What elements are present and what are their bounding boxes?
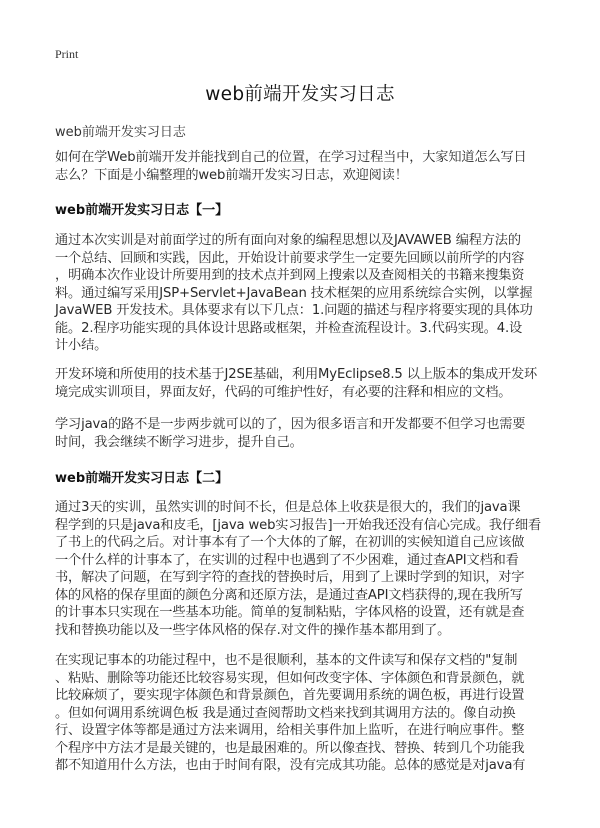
text-line: 个程序中方法才是最关键的，也是最困难的。所以像查找、替换、转到几个功能我 (55, 740, 525, 756)
text-line: 、粘贴、删除等功能还比较容易实现，但如何改变字体、字体颜色和背景颜色，就 (55, 670, 525, 686)
text-line: 能。2.程序功能实现的具体设计思路或框架，并检查流程设计。3.代码实现。4.设 (55, 320, 523, 336)
text-line: 料。通过编写采用JSP+Servlet+JavaBean 技术框架的应用系统综合实例，以掌握 (55, 285, 533, 301)
text-line: 学习java的路不是一步两步就可以的了，因为很多语言和开发都要不但学习也需要 (55, 417, 526, 432)
text-line: 。但如何调用系统调色板 我是通过查阅帮助文档来找到其调用方法的。像自动换 (55, 705, 516, 721)
print-label[interactable]: Print (55, 47, 79, 61)
document-title: web前端开发实习日志 (205, 84, 395, 105)
text-line: 书，解决了问题，在写到字符的查找的替换时后，用到了上课时学到的知识，对字 (55, 570, 525, 585)
text-line: 一个什么样的计事本了，在实训的过程中也遇到了不少困难，通过查API文档和看 (55, 552, 519, 568)
section-2-paragraph-1 (55, 499, 555, 639)
text-line: 境完成实训项目，界面友好，代码的可维护性好，有必要的注释和相应的文档。 (55, 384, 512, 400)
text-line: 的计事本只实现在一些基本功能。简单的复制粘贴，字体风格的设置，还有就是查 (55, 605, 525, 620)
text-line: 志么？下面是小编整理的web前端开发实习日志，欢迎阅读！ (55, 167, 408, 183)
text-line: 通过3天的实训，虽然实训的时间不长，但是总体上收获是很大的，我们的java课 (55, 500, 521, 515)
intro-paragraph (55, 149, 555, 184)
text-line: JavaWEB 开发技术。具体要求有以下几点：1.问题的描述与程序将要实现的具体功 (55, 303, 533, 318)
section-1-paragraph-2 (55, 366, 555, 401)
text-line: 通过本次实训是对前面学过的所有面向对象的编程思想以及JAVAWEB 编程方法的 (55, 233, 521, 248)
text-line: 了书上的代码之后。对计事本有了一个大体的了解，在初训的实候知道自己应该做 (55, 535, 525, 550)
section-1-paragraph-3 (55, 416, 555, 451)
document-subtitle: web前端开发实习日志 (55, 125, 186, 140)
text-line: 行、设置字体等都是通过方法来调用，给相关事件加上监听，在进行响应事件。整 (55, 723, 525, 738)
text-line: 比较麻烦了，要实现字体颜色和背景颜色，首先要调用系统的调色板，再进行设置 (55, 688, 525, 703)
text-line: 如何在学Web前端开发并能找到自己的位置，在学习过程当中，大家知道怎么写日 (55, 150, 527, 165)
section-2-paragraph-2 (55, 652, 555, 775)
text-line: 程学到的只是java和皮毛，[java web实习报告]一开始我还没有信心完成。我仔细看 (55, 517, 542, 533)
text-line: 时间，我会继续不断学习进步，提升自己。 (55, 434, 303, 450)
section-1-paragraph-1 (55, 232, 555, 355)
text-line: 开发环境和所使用的技术基于J2SE基础，利用MyEclipse8.5 以上版本的集成开发环 (55, 367, 538, 382)
text-line: 体的风格的保存里面的颜色分离和还原方法，是通过查API文档获得的,现在我所写 (55, 587, 523, 603)
text-line: ，明确本次作业设计所要用到的技术点并到网上搜索以及查阅相关的书籍来搜集资 (55, 268, 525, 283)
text-line: 一个总结、回顾和实践，因此，开始设计前要求学生一定要先回顾以前所学的内容 (55, 250, 525, 266)
text-line: 找和替换功能以及一些字体风格的保存.对文件的操作基本都用到了。 (55, 622, 451, 638)
section-heading-2: web前端开发实习日志【二】 (55, 471, 229, 486)
text-line: 都不知道用什么方法，也由于时间有限，没有完成其功能。总体的感觉是对java有 (55, 758, 526, 773)
section-heading-1: web前端开发实习日志【一】 (55, 203, 229, 218)
text-line: 计小结。 (55, 338, 108, 353)
text-line: 在实现记事本的功能过程中，也不是很顺利，基本的文件读写和保存文档的"复制 (55, 653, 518, 668)
